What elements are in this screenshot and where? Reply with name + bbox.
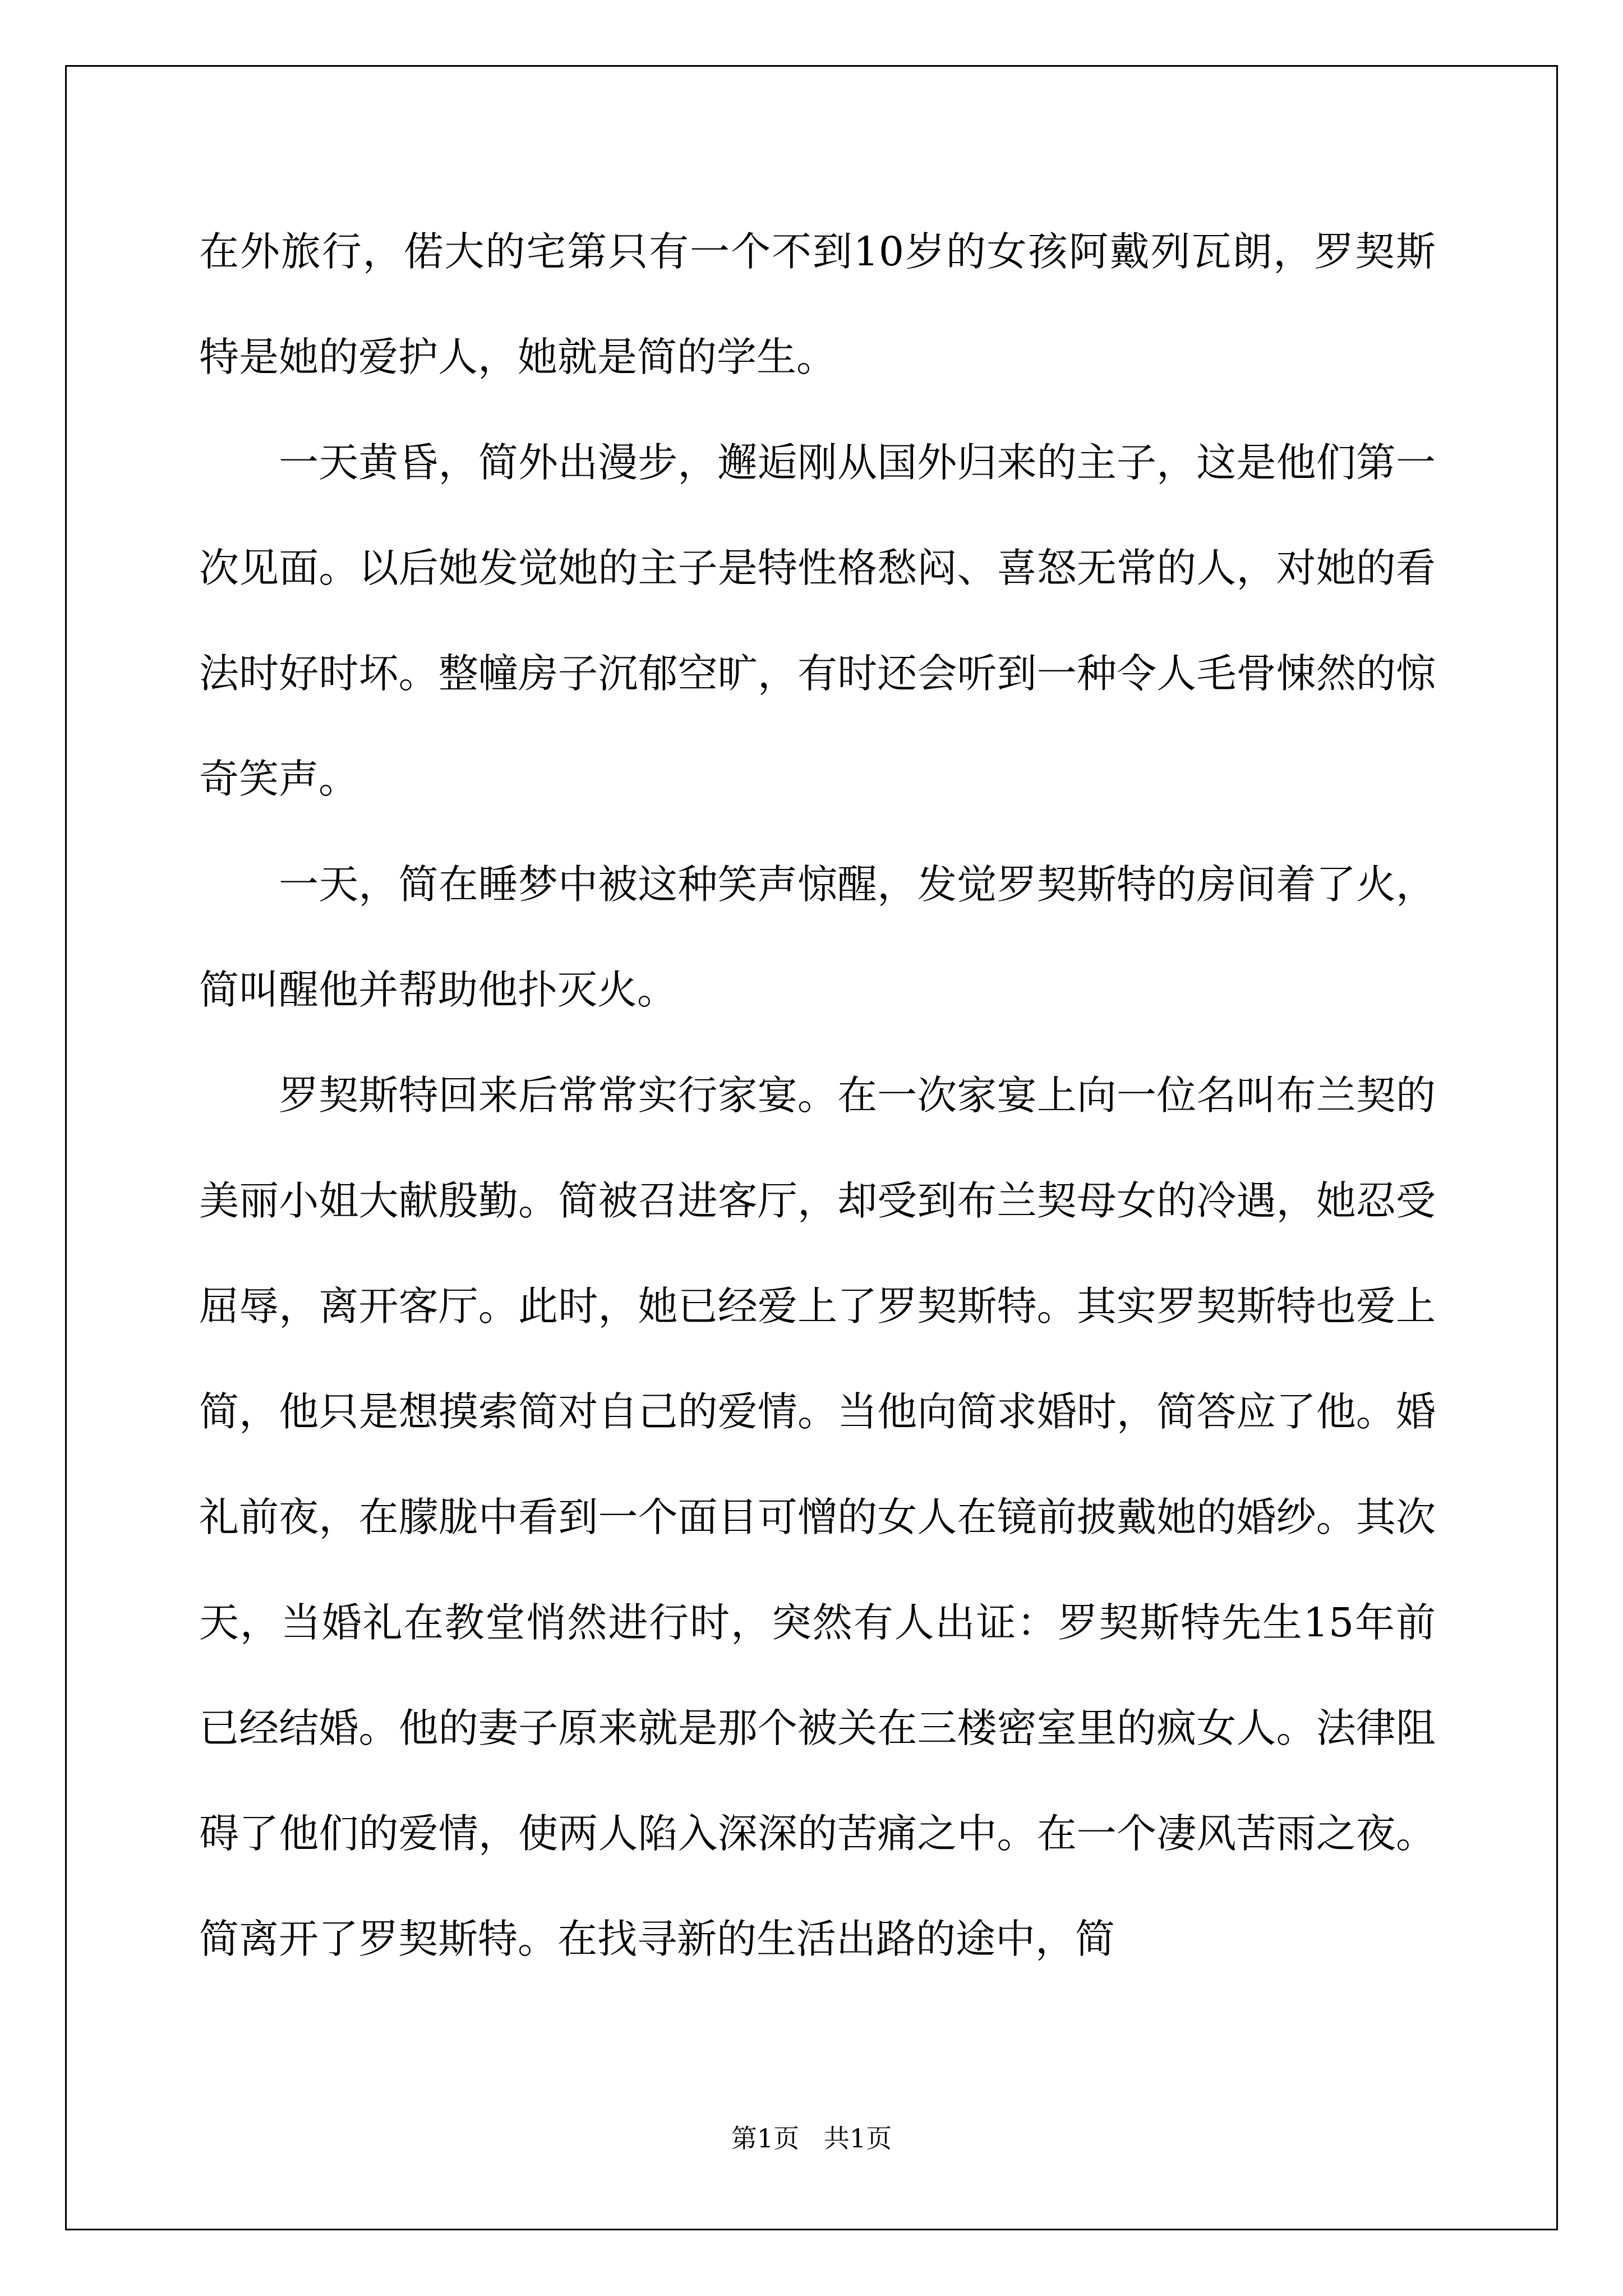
paragraph-2: 一天黄昏，简外出漫步，邂逅刚从国外归来的主子，这是他们第一次见面。以后她发觉她的主子是特性格愁闷、喜怒无常的人，对她的看法时好时坏。整幢房子沉郁空旷，有时还会听到一种令人毛骨悚然的惊奇笑声。 bbox=[199, 439, 1436, 802]
page-footer: 第1页 共1页 bbox=[731, 2123, 892, 2154]
document-body bbox=[199, 199, 1436, 1992]
paragraph-3: 一天，简在睡梦中被这种笑声惊醒，发觉罗契斯特的房间着了火，简叫醒他并帮助他扑灭火。 bbox=[199, 861, 1436, 1013]
paragraph-4: 罗契斯特回来后常常实行家宴。在一次家宴上向一位名叫布兰契的美丽小姐大献殷勤。简被召进客厅，却受到布兰契母女的冷遇，她忍受屈辱，离开客厅。此时，她已经爱上了罗契斯特。其实罗契斯特也爱上简，他只是想摸索简对自己的爱情。当他向简求婚时，简答应了他。婚礼前夜，在朦胧中看到一个面目可憎的女人在镜前披戴她的婚纱。其次天，当婚礼在教堂悄然进行时，突然有人出证：罗契斯特先生15年前已经结婚。他的妻子原来就是那个被关在三楼密室里的疯女人。法律阻碍了他们的爱情，使两人陷入深深的苦痛之中。在一个凄风苦雨之夜。简离开了罗契斯特。在找寻新的生活出路的途中，简 bbox=[199, 1072, 1436, 1962]
paragraph-1: 在外旅行，偌大的宅第只有一个不到10岁的女孩阿戴列瓦朗，罗契斯特是她的爱护人，她就是简的学生。 bbox=[199, 228, 1436, 380]
